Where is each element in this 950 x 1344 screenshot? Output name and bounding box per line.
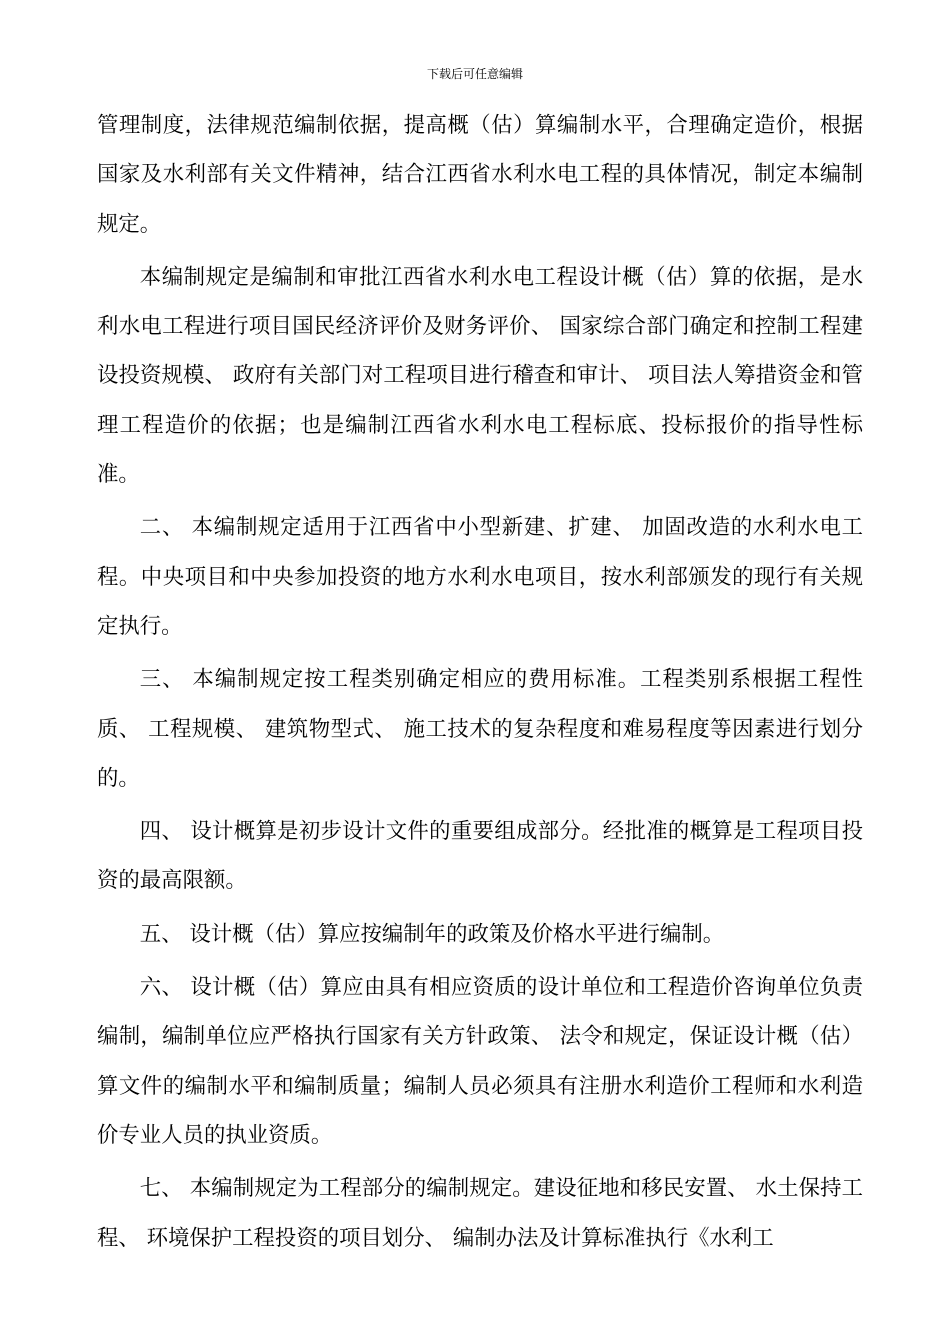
paragraph-continuation: 管理制度，法律规范编制依据，提高概（估）算编制水平，合理确定造价，根据国家及水利部有关文件精神，结合江西省水利水电工程的具体情况，制定本编制规定。	[97, 113, 863, 237]
paragraph-item-7: 七、 本编制规定为工程部分的编制规定。建设征地和移民安置、 水土保持工程、 环境保护工程投资的项目划分、 编制办法及计算标准执行《水利工	[97, 1176, 863, 1251]
paragraph-item-4: 四、 设计概算是初步设计文件的重要组成部分。经批准的概算是工程项目投资的最高限额。	[97, 819, 863, 894]
paragraph-item-6: 六、 设计概（估）算应由具有相应资质的设计单位和工程造价咨询单位负责编制，编制单位应严格执行国家有关方针政策、 法令和规定，保证设计概（估）算文件的编制水平和编制质量；编制人员必须具有注册水利造价工程师和水利造价专业人员的执业资质。	[97, 975, 863, 1148]
paragraph-item-2: 二、 本编制规定适用于江西省中小型新建、扩建、 加固改造的水利水电工程。中央项目和中央参加投资的地方水利水电项目，按水利部颁发的现行有关规定执行。	[97, 515, 863, 639]
page-header: 下载后可任意编辑	[426, 67, 523, 81]
document-body	[97, 101, 863, 1267]
paragraph-item-5: 五、 设计概（估）算应按编制年的政策及价格水平进行编制。	[139, 921, 725, 947]
paragraph-item-3: 三、 本编制规定按工程类别确定相应的费用标准。工程类别系根据工程性质、 工程规模、 建筑物型式、 施工技术的复杂程度和难易程度等因素进行划分的。	[97, 667, 863, 791]
paragraph-purpose: 本编制规定是编制和审批江西省水利水电工程设计概（估）算的依据，是水利水电工程进行项目国民经济评价及财务评价、 国家综合部门确定和控制工程建设投资规模、 政府有关部门对工程项目进行稽查和审计、 项目法人筹措资金和管理工程造价的依据；也是编制江西省水利水电工程标底、投标报价的指导性标准。	[97, 264, 863, 488]
